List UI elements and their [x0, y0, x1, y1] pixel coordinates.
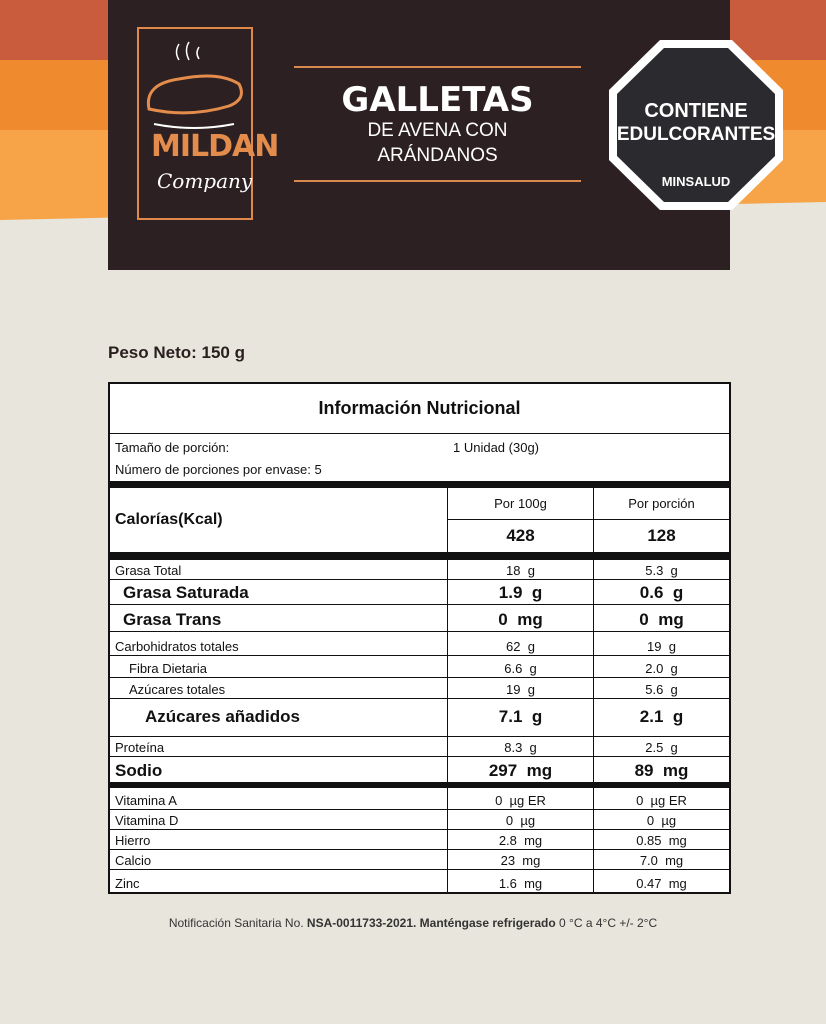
value-per-portion: 2.5 g: [593, 737, 729, 756]
nutrient-label: Calcio: [115, 853, 152, 868]
value-per-portion: 0 mg: [593, 605, 729, 631]
value-per-100g: 23 mg: [447, 850, 593, 869]
serving-size-value: 1 Unidad (30g): [453, 440, 539, 455]
divider: [294, 66, 581, 68]
value-per-portion: 2.1 g: [593, 699, 729, 736]
value-per-100g: 6.6 g: [447, 656, 593, 677]
table-row: [110, 737, 729, 757]
value-per-100g: 0 µg ER: [447, 788, 593, 809]
nutrient-label: Zinc: [115, 876, 140, 891]
value-per-portion: 0.6 g: [593, 580, 729, 604]
table-row: [110, 830, 729, 850]
value-per-portion: 0 µg: [593, 810, 729, 829]
table-row: [110, 678, 729, 699]
divider: [110, 782, 729, 788]
nutrition-table: [108, 382, 731, 894]
table-row: [110, 580, 729, 605]
value-per-portion: 5.3 g: [593, 560, 729, 579]
net-weight: Peso Neto: 150 g: [108, 343, 245, 362]
warning-text: CONTIENE: [644, 100, 748, 122]
nutrient-label: Vitamina A: [115, 793, 177, 808]
value-per-100g: 0 µg: [447, 810, 593, 829]
value-per-portion: 0.85 mg: [593, 830, 729, 849]
bread-icon: [139, 39, 251, 139]
nutrient-label: Azúcares totales: [129, 682, 226, 697]
calories-row: Calorías(Kcal) Por 100g 428 Por porción 128: [110, 488, 729, 552]
value-per-portion: 0 µg ER: [593, 788, 729, 809]
value-per-100g: 7.1 g: [447, 699, 593, 736]
value-per-100g: 2.8 mg: [447, 830, 593, 849]
value-per-portion: 89 mg: [593, 757, 729, 782]
table-row: [110, 560, 729, 580]
value-per-portion: 19 g: [593, 632, 729, 655]
warning-text: EDULCORANTES: [616, 124, 776, 145]
sanitary-notice: Notificación Sanitaria No. NSA-0011733-2021. Manténgase refrigerado 0 °C a 4°C +/- 2°C: [168, 916, 658, 930]
value-per-portion: 0.47 mg: [593, 870, 729, 892]
nutrient-label: Proteína: [115, 740, 165, 755]
nutrient-label: Sodio: [115, 761, 163, 780]
table-row: [110, 850, 729, 870]
table-row: [110, 632, 729, 656]
divider: [110, 552, 729, 560]
nutrient-label: Vitamina D: [115, 813, 179, 828]
serving-size-label: Tamaño de porción:: [115, 440, 230, 455]
value-per-portion: 2.0 g: [593, 656, 729, 677]
table-row: [110, 605, 729, 632]
warning-authority: MINSALUD: [661, 174, 731, 189]
table-row: [110, 788, 729, 810]
value-per-100g: 1.6 mg: [447, 870, 593, 892]
nutrient-label: Fibra Dietaria: [129, 661, 208, 676]
product-subtitle: DE AVENA CON: [367, 120, 508, 141]
table-row: [110, 870, 729, 892]
nutrient-label: Carbohidratos totales: [115, 639, 239, 654]
nutrient-label: Azúcares añadidos: [145, 707, 300, 726]
nutrient-label: Grasa Saturada: [123, 583, 249, 602]
value-per-portion: 7.0 mg: [593, 850, 729, 869]
brand-logo: MILDAN Company: [137, 27, 253, 220]
servings-per-container: Número de porciones por envase: 5: [115, 462, 322, 477]
value-per-100g: 8.3 g: [447, 737, 593, 756]
divider: [110, 481, 729, 488]
product-subtitle: ARÁNDANOS: [377, 145, 498, 166]
value-per-100g: 18 g: [447, 560, 593, 579]
table-row: [110, 810, 729, 830]
value-per-100g: 0 mg: [447, 605, 593, 631]
value-per-100g: 19 g: [447, 678, 593, 698]
table-row: [110, 656, 729, 678]
table-row: [110, 757, 729, 782]
value-per-portion: 5.6 g: [593, 678, 729, 698]
divider: [294, 180, 581, 182]
product-title: GALLETAS: [341, 80, 534, 120]
nutrient-label: Grasa Trans: [123, 610, 222, 629]
value-per-100g: 297 mg: [447, 757, 593, 782]
value-per-100g: 62 g: [447, 632, 593, 655]
nutrient-label: Grasa Total: [115, 563, 182, 578]
nutrient-label: Hierro: [115, 833, 151, 848]
value-per-100g: 1.9 g: [447, 580, 593, 604]
table-title: Información Nutricional: [110, 384, 729, 434]
table-row: [110, 699, 729, 737]
